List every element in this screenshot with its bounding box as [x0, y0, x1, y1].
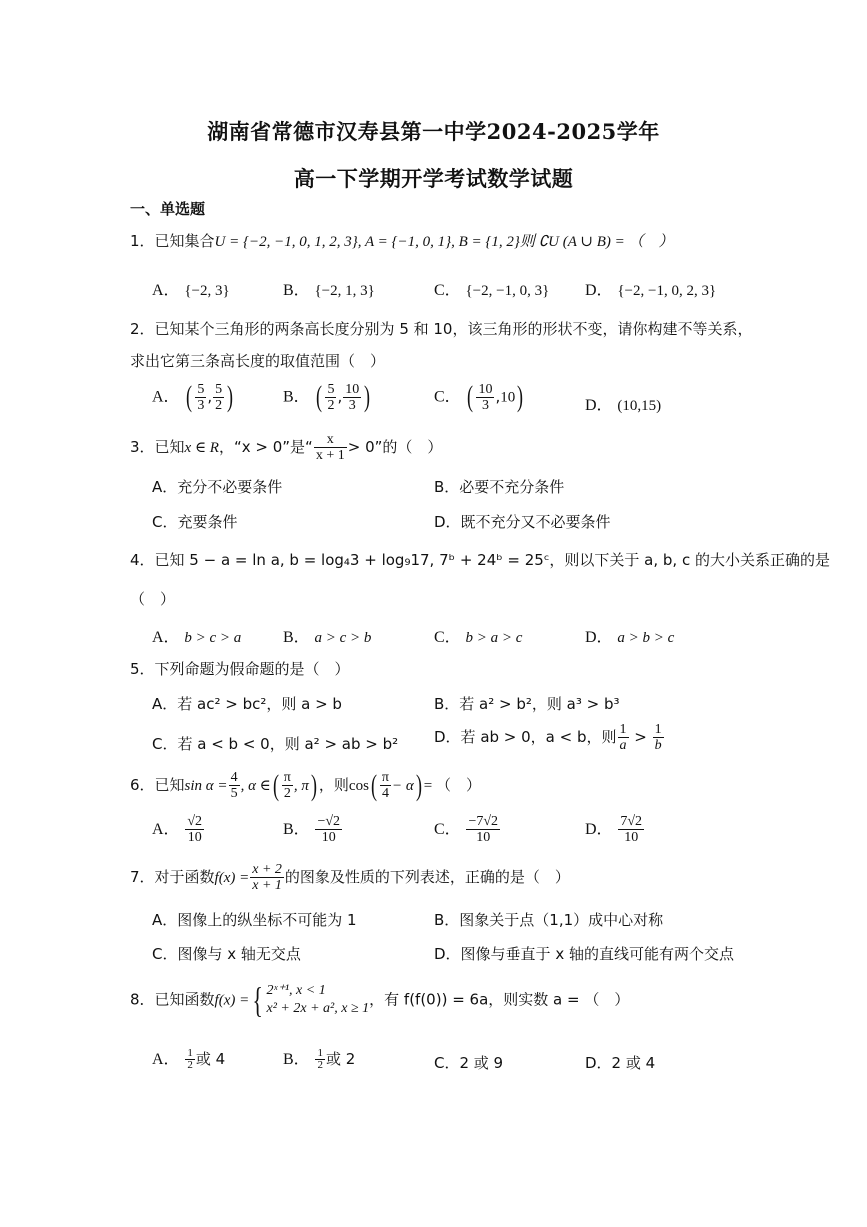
q3-option-b: B．必要不充分条件: [434, 478, 565, 496]
q5-option-c: C．若 a < b < 0，则 a² > ab > b²: [152, 735, 399, 753]
question-5: 5．下列命题为假命题的是（ ）: [130, 660, 350, 678]
question-3: 3．已知x ∈ R，“x > 0”是“ $\frac{x}{x + 1}$ > 0”的（ ）: [130, 432, 443, 463]
q7-option-c: C．图像与 x 轴无交点: [152, 945, 301, 963]
q3-option-d: D．既不充分又不必要条件: [434, 513, 611, 531]
q4-option-a: A． b > c > a: [152, 629, 242, 646]
q8-option-b: B． $\frac{1}{2}$ 或 2: [283, 1047, 356, 1071]
q1-option-a: A． {−2, 3}: [152, 282, 230, 299]
q1-option-b: B． {−2, 1, 3}: [283, 282, 375, 299]
question-2-line2: 求出它第三条高长度的取值范围（ ）: [130, 352, 386, 370]
q2-option-d: D． (10,15): [585, 397, 662, 414]
q2-option-a: A． ( $\frac{5}{3}$ , $\frac{5}{2}$ ): [152, 380, 234, 413]
q3-option-c: C．充要条件: [152, 513, 238, 531]
question-8: 8．已知函数f(x) ={ 2ˣ⁺¹, x < 1 x² + 2x + a², x ≥ 1 ，有 f(f(0)) = 6a，则实数 a = （ ）: [130, 980, 630, 1020]
exam-title-line1: 湖南省常德市汉寿县第一中学2024-2025学年: [207, 119, 660, 144]
q5-option-b: B．若 a² > b²，则 a³ > b³: [434, 695, 620, 713]
q7-option-d: D．图像与垂直于 x 轴的直线可能有两个交点: [434, 945, 734, 963]
q1-prefix: 1．已知集合: [130, 232, 215, 250]
q7-option-b: B．图象关于点（1,1）成中心对称: [434, 911, 664, 929]
question-6: 6．已知sin α = $\frac{4}{5}$ , α ∈( $\frac{\pi}{2}$ , π) ，则cos( $\frac{\pi}{4}$ − α) = （ ）: [130, 768, 481, 802]
q2-option-c: C． ( $\frac{10}{3}$ ,10): [434, 380, 524, 413]
q1-math: U = {−2, −1, 0, 1, 2, 3}, A = {−1, 0, 1}, B = {1, 2}则 ∁U (A ∪ B) = （ ）: [214, 234, 674, 250]
q7-option-a: A．图像上的纵坐标不可能为 1: [152, 911, 357, 929]
exam-title-line2: 高一下学期开学考试数学试题: [293, 166, 574, 191]
q8-option-d: D．2 或 4: [585, 1054, 656, 1072]
q1-option-c: C． {−2, −1, 0, 3}: [434, 282, 550, 299]
section-heading: 一、单选题: [130, 200, 206, 218]
question-7: 7．对于函数f(x) = $\frac{x + 2}{x + 1}$ 的图象及性质的下列表述，正确的是（ ）: [130, 862, 570, 893]
q5-option-d: D．若 ab > 0，a < b，则 $\frac{1}{a}$ > $\frac{1}{b}$: [434, 722, 662, 753]
q6-option-c: C． $\frac{-7√2}{10}$: [434, 814, 499, 845]
q5-option-a: A．若 ac² > bc²，则 a > b: [152, 695, 342, 713]
q8-option-c: C．2 或 9: [434, 1054, 504, 1072]
q6-option-b: B． $\frac{-√2}{10}$: [283, 814, 341, 845]
question-1: [130, 230, 674, 253]
q6-option-d: D． $\frac{7√2}{10}$: [585, 814, 643, 845]
q2-option-b: B． ( $\frac{5}{2}$ , $\frac{10}{3}$ ): [283, 380, 371, 413]
question-4-line1: 4．已知 5 − a = ln a, b = log₄3 + log₉17, 7ᵇ + 24ᵇ = 25ᶜ，则以下关于 a, b, c 的大小关系正确的是: [130, 551, 830, 569]
question-4-line2: （ ）: [130, 590, 176, 608]
question-2-line1: 2．已知某个三角形的两条高长度分别为 5 和 10，该三角形的形状不变，请你构建不等关系，: [130, 320, 753, 338]
q4-option-c: C． b > a > c: [434, 629, 523, 646]
q6-option-a: A． $\frac{√2}{10}$: [152, 814, 203, 845]
q1-option-d: D． {−2, −1, 0, 2, 3}: [585, 282, 717, 299]
q3-option-a: A．充分不必要条件: [152, 478, 283, 496]
q4-option-d: D． a > b > c: [585, 629, 675, 646]
q8-option-a: A． $\frac{1}{2}$ 或 4: [152, 1047, 226, 1071]
q4-option-b: B． a > c > b: [283, 629, 372, 646]
